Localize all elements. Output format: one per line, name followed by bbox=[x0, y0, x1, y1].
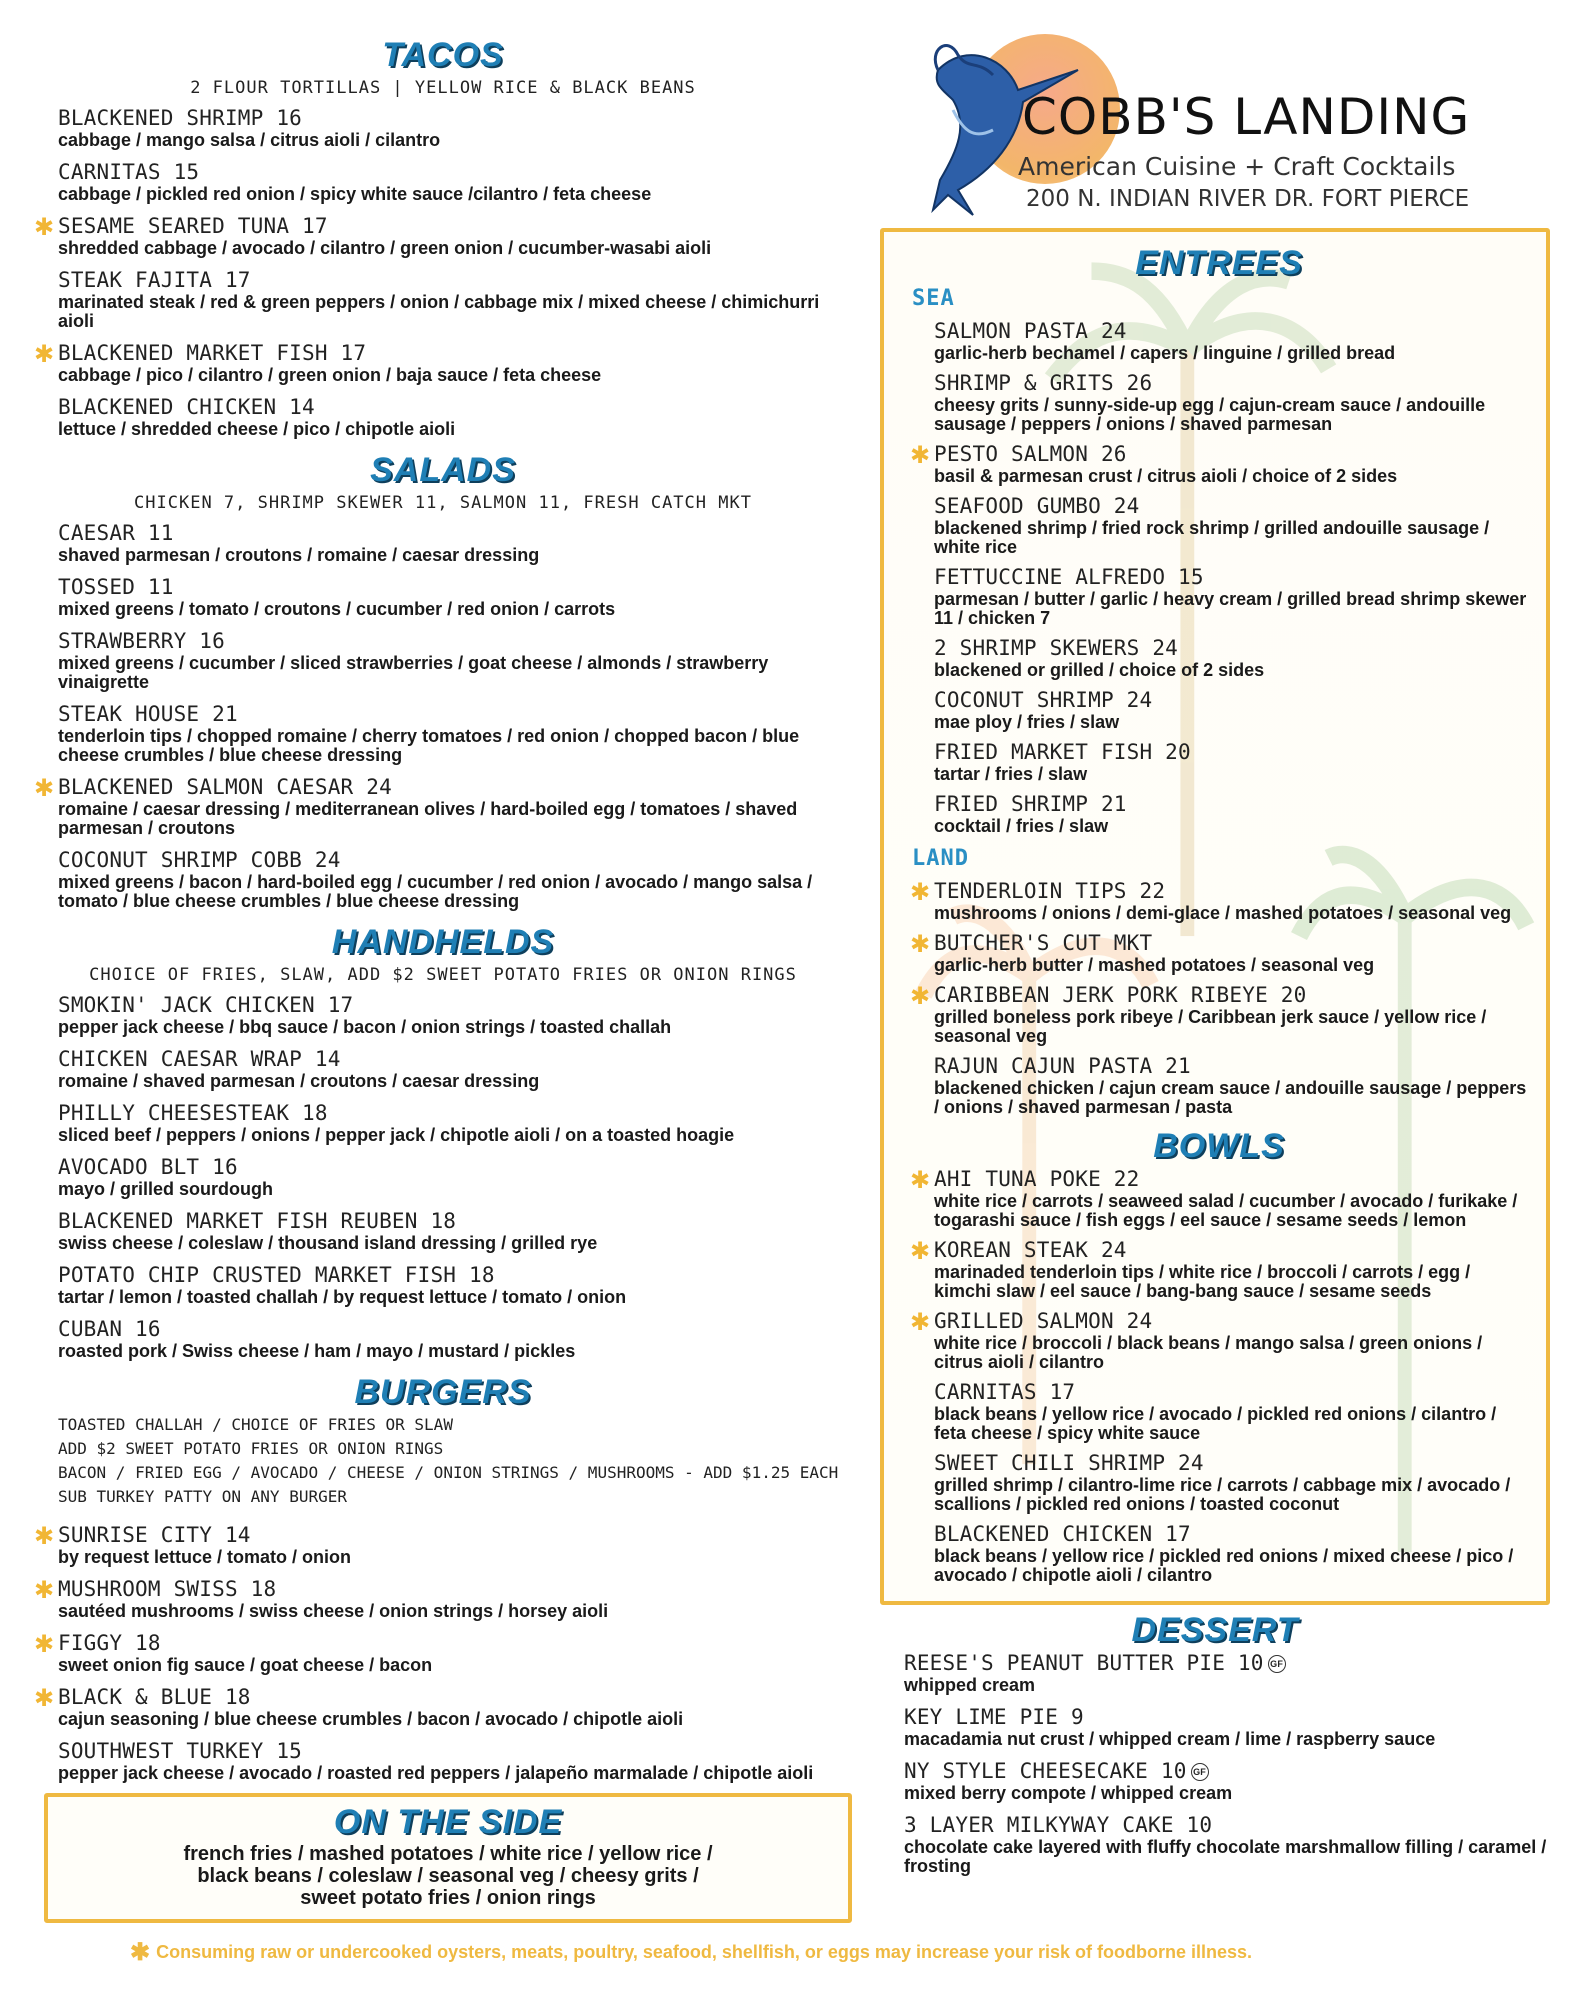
menu-item bbox=[34, 1631, 852, 1675]
menu-item-description: parmesan / butter / garlic / heavy cream / grilled bread shrimp skewer 11 / chicken 7 bbox=[934, 589, 1527, 628]
menu-item-name bbox=[58, 575, 852, 600]
burgers-section bbox=[34, 1371, 852, 1783]
menu-item-description: cocktail / fries / slaw bbox=[934, 816, 1109, 836]
menu-item bbox=[34, 160, 852, 204]
menu-item-name-text: BLACKENED MARKET FISH 17 bbox=[58, 341, 367, 365]
menu-item-description: mayo / grilled sourdough bbox=[58, 1179, 274, 1199]
menu-item-description: mixed greens / tomato / croutons / cucumber / red onion / carrots bbox=[58, 599, 616, 619]
on-the-side-box bbox=[44, 1793, 852, 1923]
menu-item-description: black beans / yellow rice / pickled red onions / mixed cheese / pico / avocado / chipotle aioli / cilantro bbox=[934, 1546, 1514, 1585]
asterisk-icon: ✱ bbox=[34, 213, 55, 241]
menu-item-name bbox=[58, 1523, 852, 1548]
menu-item-name bbox=[58, 629, 852, 654]
salads-section bbox=[34, 449, 852, 911]
menu-item-name-text: COCONUT SHRIMP 24 bbox=[934, 688, 1153, 712]
asterisk-icon: ✱ bbox=[34, 1630, 55, 1658]
menu-item-description: pepper jack cheese / avocado / roasted red peppers / jalapeño marmalade / chipotle aioli bbox=[58, 1763, 814, 1783]
menu-item-description: romaine / caesar dressing / mediterranean olives / hard-boiled egg / tomatoes / shaved parmesan / croutons bbox=[58, 799, 798, 838]
menu-item-description: lettuce / shredded cheese / pico / chipotle aioli bbox=[58, 419, 456, 439]
menu-item-description: swiss cheese / coleslaw / thousand island dressing / grilled rye bbox=[58, 1233, 598, 1253]
tacos-section bbox=[34, 34, 852, 439]
menu-item bbox=[910, 565, 1528, 628]
menu-item bbox=[910, 636, 1528, 680]
menu-item-name-text: PHILLY CHEESESTEAK 18 bbox=[58, 1101, 328, 1125]
asterisk-icon: ✱ bbox=[910, 930, 931, 958]
menu-item bbox=[910, 1238, 1528, 1301]
menu-item-description: shredded cabbage / avocado / cilantro / green onion / cucumber-wasabi aioli bbox=[58, 238, 712, 258]
menu-item-name-text: KOREAN STEAK 24 bbox=[934, 1238, 1127, 1262]
menu-item bbox=[34, 1523, 852, 1567]
menu-item-name bbox=[58, 341, 852, 366]
menu-item bbox=[34, 629, 852, 692]
menu-item-description: by request lettuce / tomato / onion bbox=[58, 1547, 352, 1567]
menu-item-name bbox=[904, 1705, 1550, 1730]
menu-item-name bbox=[904, 1759, 1550, 1784]
menu-item-description: tartar / lemon / toasted challah / by request lettuce / tomato / onion bbox=[58, 1287, 627, 1307]
menu-item bbox=[910, 792, 1528, 836]
menu-item-name bbox=[58, 214, 852, 239]
menu-item-name bbox=[58, 993, 852, 1018]
menu-item bbox=[34, 521, 852, 565]
menu-item-name-text: SHRIMP & GRITS 26 bbox=[934, 371, 1153, 395]
menu-item bbox=[34, 1209, 852, 1253]
disclaimer-text: Consuming raw or undercooked oysters, meats, poultry, seafood, shellfish, or eggs may increase your risk of foodborne illness. bbox=[156, 1942, 1253, 1962]
menu-item bbox=[880, 1705, 1550, 1749]
menu-item-name-text: FIGGY 18 bbox=[58, 1631, 161, 1655]
menu-item-description: cabbage / mango salsa / citrus aioli / cilantro bbox=[58, 130, 441, 150]
menu-item-name bbox=[934, 494, 1528, 519]
menu-item-description: garlic-herb bechamel / capers / linguine / grilled bread bbox=[934, 343, 1396, 363]
menu-item-description: cajun seasoning / blue cheese crumbles / bacon / avocado / chipotle aioli bbox=[58, 1709, 684, 1729]
menu-item-description: macadamia nut crust / whipped cream / lime / raspberry sauce bbox=[904, 1729, 1436, 1749]
burgers-list bbox=[34, 1523, 852, 1783]
menu-item-name-text: PESTO SALMON 26 bbox=[934, 442, 1127, 466]
menu-item bbox=[34, 1577, 852, 1621]
section-title-bowls: BOWLS bbox=[1153, 1127, 1285, 1165]
menu-item-name bbox=[934, 1309, 1528, 1334]
menu-item-name bbox=[934, 1167, 1528, 1192]
asterisk-icon: ✱ bbox=[34, 1684, 55, 1712]
menu-item-name-text: FRIED MARKET FISH 20 bbox=[934, 740, 1191, 764]
asterisk-icon: ✱ bbox=[34, 774, 55, 802]
menu-item-name bbox=[58, 775, 852, 800]
section-subtitle-tacos: 2 FLOUR TORTILLAS | YELLOW RICE & BLACK BEANS bbox=[190, 78, 696, 98]
menu-item-name bbox=[58, 1739, 852, 1764]
menu-item-name bbox=[934, 931, 1528, 956]
menu-item bbox=[910, 1054, 1528, 1117]
menu-item-name-text: CARNITAS 17 bbox=[934, 1380, 1076, 1404]
side-line: french fries / mashed potatoes / white rice / yellow rice / bbox=[183, 1843, 713, 1865]
bowls-list bbox=[910, 1167, 1528, 1585]
menu-item-name bbox=[58, 160, 852, 185]
menu-item-description: cabbage / pico / cilantro / green onion / baja sauce / feta cheese bbox=[58, 365, 602, 385]
section-title-entrees: ENTREES bbox=[1135, 244, 1303, 282]
menu-item-name bbox=[58, 1577, 852, 1602]
menu-item-description: roasted pork / Swiss cheese / ham / mayo / mustard / pickles bbox=[58, 1341, 576, 1361]
menu-item-description: garlic-herb butter / mashed potatoes / seasonal veg bbox=[934, 955, 1375, 975]
menu-item-name bbox=[58, 1101, 852, 1126]
asterisk-icon: ✱ bbox=[34, 1576, 55, 1604]
asterisk-icon: ✱ bbox=[34, 340, 55, 368]
gluten-free-icon: GF bbox=[1191, 1763, 1209, 1781]
section-title-on-the-side: ON THE SIDE bbox=[333, 1803, 563, 1841]
menu-item-name-text: CAESAR 11 bbox=[58, 521, 174, 545]
entrees-content bbox=[910, 242, 1528, 1585]
subhead-land: LAND bbox=[912, 846, 969, 871]
menu-item bbox=[34, 1739, 852, 1783]
menu-item-description: basil & parmesan crust / citrus aioli / choice of 2 sides bbox=[934, 466, 1398, 486]
foodborne-disclaimer bbox=[130, 1938, 1252, 1967]
menu-item-name bbox=[58, 1685, 852, 1710]
menu-item-description: sliced beef / peppers / onions / pepper jack / chipotle aioli / on a toasted hoagie bbox=[58, 1125, 735, 1145]
menu-item bbox=[910, 442, 1528, 486]
asterisk-icon: ✱ bbox=[910, 1166, 931, 1194]
menu-item-name bbox=[58, 268, 852, 293]
brand-address: 200 N. INDIAN RIVER DR. FORT PIERCE bbox=[1026, 186, 1470, 212]
menu-item bbox=[910, 319, 1528, 363]
menu-item-description: sweet onion fig sauce / goat cheese / bacon bbox=[58, 1655, 433, 1675]
menu-item bbox=[34, 106, 852, 150]
salads-list bbox=[34, 521, 852, 911]
tacos-list bbox=[34, 106, 852, 439]
gluten-free-icon: GF bbox=[1268, 1655, 1286, 1673]
menu-item-name bbox=[934, 565, 1528, 590]
menu-item-description: blackened or grilled / choice of 2 sides bbox=[934, 660, 1265, 680]
menu-item-name-text: SMOKIN' JACK CHICKEN 17 bbox=[58, 993, 354, 1017]
menu-item-description: chocolate cake layered with fluffy chocolate marshmallow filling / caramel / frosting bbox=[904, 1837, 1547, 1876]
menu-item-name-text: 2 SHRIMP SKEWERS 24 bbox=[934, 636, 1179, 660]
menu-item-name-text: AVOCADO BLT 16 bbox=[58, 1155, 238, 1179]
dessert-section bbox=[880, 1609, 1550, 1876]
menu-item-description: tenderloin tips / chopped romaine / cherry tomatoes / red onion / chopped bacon / blue cheese crumbles / blue cheese dressing bbox=[58, 726, 800, 765]
section-subtitle-handhelds: CHOICE OF FRIES, SLAW, ADD $2 SWEET POTATO FRIES OR ONION RINGS bbox=[89, 965, 797, 985]
menu-item bbox=[34, 1047, 852, 1091]
menu-item bbox=[34, 993, 852, 1037]
menu-item bbox=[34, 341, 852, 385]
menu-item-name-text: BLACKENED SHRIMP 16 bbox=[58, 106, 303, 130]
menu-item bbox=[910, 983, 1528, 1046]
menu-item-description: grilled boneless pork ribeye / Caribbean jerk sauce / yellow rice / seasonal veg bbox=[934, 1007, 1487, 1046]
menu-item-name-text: FRIED SHRIMP 21 bbox=[934, 792, 1127, 816]
burger-note: TOASTED CHALLAH / CHOICE OF FRIES OR SLAW bbox=[58, 1415, 453, 1434]
menu-item-name-text: SEAFOOD GUMBO 24 bbox=[934, 494, 1140, 518]
menu-item-name bbox=[934, 636, 1528, 661]
menu-item bbox=[910, 494, 1528, 557]
menu-item bbox=[34, 848, 852, 911]
menu-item bbox=[34, 1317, 852, 1361]
menu-item bbox=[34, 702, 852, 765]
side-line: black beans / coleslaw / seasonal veg / cheesy grits / bbox=[197, 1865, 699, 1887]
menu-item-name-text: SESAME SEARED TUNA 17 bbox=[58, 214, 328, 238]
menu-item-description: marinated steak / red & green peppers / onion / cabbage mix / mixed cheese / chimichurri aioli bbox=[58, 292, 820, 331]
menu-item bbox=[910, 931, 1528, 975]
menu-item-name-text: BLACKENED SALMON CAESAR 24 bbox=[58, 775, 392, 799]
menu-item-name-text: TOSSED 11 bbox=[58, 575, 174, 599]
menu-item bbox=[880, 1813, 1550, 1876]
burger-note: ADD $2 SWEET POTATO FRIES OR ONION RINGS bbox=[58, 1439, 444, 1458]
menu-item-name-text: NY STYLE CHEESECAKE 10 bbox=[904, 1759, 1187, 1783]
sea-list bbox=[910, 319, 1528, 836]
menu-item-name bbox=[934, 371, 1528, 396]
menu-item bbox=[910, 740, 1528, 784]
menu-item-name-text: KEY LIME PIE 9 bbox=[904, 1705, 1084, 1729]
menu-item-description: white rice / broccoli / black beans / mango salsa / green onions / citrus aioli / cilantro bbox=[934, 1333, 1483, 1372]
menu-item bbox=[34, 1685, 852, 1729]
menu-item-name bbox=[58, 1631, 852, 1656]
menu-item-description: cheesy grits / sunny-side-up egg / cajun-cream sauce / andouille sausage / peppers / onions / shaved parmesan bbox=[934, 395, 1486, 434]
menu-item-name-text: BLACKENED MARKET FISH REUBEN 18 bbox=[58, 1209, 457, 1233]
menu-item bbox=[34, 1263, 852, 1307]
menu-item-description: white rice / carrots / seaweed salad / cucumber / avocado / furikake / togarashi sauce / fish eggs / eel sauce / sesame seeds / lemon bbox=[934, 1191, 1518, 1230]
menu-item bbox=[880, 1651, 1550, 1695]
menu-item-name bbox=[934, 442, 1528, 467]
menu-item-description: pepper jack cheese / bbq sauce / bacon / onion strings / toasted challah bbox=[58, 1017, 672, 1037]
asterisk-icon: ✱ bbox=[130, 1939, 151, 1966]
asterisk-icon: ✱ bbox=[910, 878, 931, 906]
asterisk-icon: ✱ bbox=[34, 1522, 55, 1550]
menu-item-description: romaine / shaved parmesan / croutons / caesar dressing bbox=[58, 1071, 540, 1091]
menu-item bbox=[34, 268, 852, 331]
menu-item-description: cabbage / pickled red onion / spicy white sauce /cilantro / feta cheese bbox=[58, 184, 652, 204]
menu-item-name-text: BLACK & BLUE 18 bbox=[58, 1685, 251, 1709]
menu-item-name-text: SALMON PASTA 24 bbox=[934, 319, 1127, 343]
burger-note: BACON / FRIED EGG / AVOCADO / CHEESE / ONION STRINGS / MUSHROOMS - ADD $1.25 EACH bbox=[58, 1463, 839, 1482]
burger-note: SUB TURKEY PATTY ON ANY BURGER bbox=[58, 1487, 347, 1506]
handhelds-section bbox=[34, 921, 852, 1361]
menu-item-name-text: BLACKENED CHICKEN 14 bbox=[58, 395, 315, 419]
menu-item bbox=[34, 395, 852, 439]
menu-item-description: whipped cream bbox=[904, 1675, 1036, 1695]
menu-item-name bbox=[58, 848, 852, 873]
menu-item bbox=[910, 688, 1528, 732]
asterisk-icon: ✱ bbox=[910, 1237, 931, 1265]
menu-item bbox=[910, 1380, 1528, 1443]
menu-item-name bbox=[58, 1047, 852, 1072]
menu-item bbox=[34, 1155, 852, 1199]
dessert-list bbox=[880, 1651, 1550, 1876]
menu-item-name bbox=[934, 1238, 1528, 1263]
burger-notes bbox=[34, 1413, 852, 1509]
menu-item-name-text: POTATO CHIP CRUSTED MARKET FISH 18 bbox=[58, 1263, 495, 1287]
menu-item-name-text: SWEET CHILI SHRIMP 24 bbox=[934, 1451, 1204, 1475]
menu-item bbox=[910, 1309, 1528, 1372]
menu-item-name bbox=[934, 983, 1528, 1008]
menu-item bbox=[910, 1522, 1528, 1585]
menu-item-name-text: FETTUCCINE ALFREDO 15 bbox=[934, 565, 1204, 589]
menu-item bbox=[34, 575, 852, 619]
menu-item-description: mae ploy / fries / slaw bbox=[934, 712, 1120, 732]
section-title-dessert: DESSERT bbox=[1131, 1611, 1299, 1649]
menu-item-name bbox=[58, 1155, 852, 1180]
menu-item-name-text: GRILLED SALMON 24 bbox=[934, 1309, 1153, 1333]
subhead-sea: SEA bbox=[912, 286, 955, 311]
section-subtitle-salads: CHICKEN 7, SHRIMP SKEWER 11, SALMON 11, FRESH CATCH MKT bbox=[134, 493, 752, 513]
menu-item-name-text: CUBAN 16 bbox=[58, 1317, 161, 1341]
menu-item-description: sautéed mushrooms / swiss cheese / onion strings / horsey aioli bbox=[58, 1601, 609, 1621]
menu-item-name-text: STRAWBERRY 16 bbox=[58, 629, 225, 653]
menu-item bbox=[34, 214, 852, 258]
asterisk-icon: ✱ bbox=[910, 1308, 931, 1336]
menu-item-name bbox=[934, 1380, 1528, 1405]
menu-item-description: mixed greens / bacon / hard-boiled egg / cucumber / red onion / avocado / mango salsa / tomato / blue cheese crumbles / blue cheese dressing bbox=[58, 872, 813, 911]
handhelds-list bbox=[34, 993, 852, 1361]
menu-item-name-text: BUTCHER'S CUT MKT bbox=[934, 931, 1153, 955]
menu-item-name-text: STEAK FAJITA 17 bbox=[58, 268, 251, 292]
menu-item-description: shaved parmesan / croutons / romaine / caesar dressing bbox=[58, 545, 540, 565]
section-title-tacos: TACOS bbox=[382, 36, 504, 74]
menu-item-name bbox=[58, 521, 852, 546]
menu-item-description: blackened shrimp / fried rock shrimp / grilled andouille sausage / white rice bbox=[934, 518, 1490, 557]
restaurant-logo bbox=[880, 30, 1550, 226]
menu-item-name bbox=[934, 740, 1528, 765]
menu-item-name-text: 3 LAYER MILKYWAY CAKE 10 bbox=[904, 1813, 1213, 1837]
brand-tagline: American Cuisine + Craft Cocktails bbox=[1018, 152, 1456, 181]
menu-item-name bbox=[58, 106, 852, 131]
menu-item-description: blackened chicken / cajun cream sauce / andouille sausage / peppers / onions / shaved parmesan / pasta bbox=[934, 1078, 1527, 1117]
menu-item-name bbox=[58, 395, 852, 420]
menu-item bbox=[910, 371, 1528, 434]
menu-item-name-text: SUNRISE CITY 14 bbox=[58, 1523, 251, 1547]
menu-item-description: black beans / yellow rice / avocado / pickled red onions / cilantro / feta cheese / spicy white sauce bbox=[934, 1404, 1497, 1443]
menu-item-name-text: COCONUT SHRIMP COBB 24 bbox=[58, 848, 341, 872]
menu-item-description: mushrooms / onions / demi-glace / mashed potatoes / seasonal veg bbox=[934, 903, 1512, 923]
menu-item-name bbox=[58, 1209, 852, 1234]
menu-item-name bbox=[934, 1522, 1528, 1547]
menu-item-name bbox=[934, 1451, 1528, 1476]
menu-item-name-text: CARIBBEAN JERK PORK RIBEYE 20 bbox=[934, 983, 1307, 1007]
section-title-handhelds: HANDHELDS bbox=[331, 923, 555, 961]
menu-item-name-text: STEAK HOUSE 21 bbox=[58, 702, 238, 726]
asterisk-icon: ✱ bbox=[910, 982, 931, 1010]
menu-item bbox=[880, 1759, 1550, 1803]
menu-item-name-text: MUSHROOM SWISS 18 bbox=[58, 1577, 277, 1601]
menu-item-name-text: TENDERLOIN TIPS 22 bbox=[934, 879, 1166, 903]
left-column bbox=[34, 34, 852, 1923]
menu-item-description: mixed berry compote / whipped cream bbox=[904, 1783, 1233, 1803]
menu-item-description: mixed greens / cucumber / sliced strawberries / goat cheese / almonds / strawberry vinaigrette bbox=[58, 653, 769, 692]
section-title-salads: SALADS bbox=[370, 451, 516, 489]
menu-item-name bbox=[904, 1651, 1550, 1676]
menu-item bbox=[910, 1167, 1528, 1230]
menu-item-name-text: REESE'S PEANUT BUTTER PIE 10 bbox=[904, 1651, 1264, 1675]
menu-item-name bbox=[58, 1317, 852, 1342]
menu-item-description: grilled shrimp / cilantro-lime rice / carrots / cabbage mix / avocado / scallions / pickled red onions / toasted coconut bbox=[934, 1475, 1511, 1514]
menu-item-name bbox=[58, 1263, 852, 1288]
menu-item-name-text: SOUTHWEST TURKEY 15 bbox=[58, 1739, 303, 1763]
asterisk-icon: ✱ bbox=[910, 441, 931, 469]
menu-item bbox=[910, 1451, 1528, 1514]
menu-item-name bbox=[934, 792, 1528, 817]
menu-item-name bbox=[934, 1054, 1528, 1079]
menu-item-name bbox=[934, 319, 1528, 344]
right-column bbox=[880, 30, 1550, 1886]
menu-item bbox=[34, 775, 852, 838]
menu-item-name-text: BLACKENED CHICKEN 17 bbox=[934, 1522, 1191, 1546]
menu-item-name-text: CHICKEN CAESAR WRAP 14 bbox=[58, 1047, 341, 1071]
menu-item-name-text: CARNITAS 15 bbox=[58, 160, 200, 184]
brand-name: COBB'S LANDING bbox=[1022, 88, 1471, 146]
menu-item-name-text: RAJUN CAJUN PASTA 21 bbox=[934, 1054, 1191, 1078]
section-title-burgers: BURGERS bbox=[354, 1373, 532, 1411]
menu-item-name bbox=[934, 688, 1528, 713]
menu-item bbox=[34, 1101, 852, 1145]
side-line: sweet potato fries / onion rings bbox=[300, 1887, 596, 1909]
menu-item-name-text: AHI TUNA POKE 22 bbox=[934, 1167, 1140, 1191]
menu-item bbox=[910, 879, 1528, 923]
land-list bbox=[910, 879, 1528, 1117]
menu-item-name bbox=[58, 702, 852, 727]
menu-item-name bbox=[904, 1813, 1550, 1838]
menu-item-name bbox=[934, 879, 1528, 904]
entrees-frame bbox=[880, 228, 1550, 1605]
menu-item-description: tartar / fries / slaw bbox=[934, 764, 1088, 784]
menu-item-description: marinaded tenderloin tips / white rice / broccoli / carrots / egg / kimchi slaw / eel sauce / bang-bang sauce / sesame seeds bbox=[934, 1262, 1471, 1301]
